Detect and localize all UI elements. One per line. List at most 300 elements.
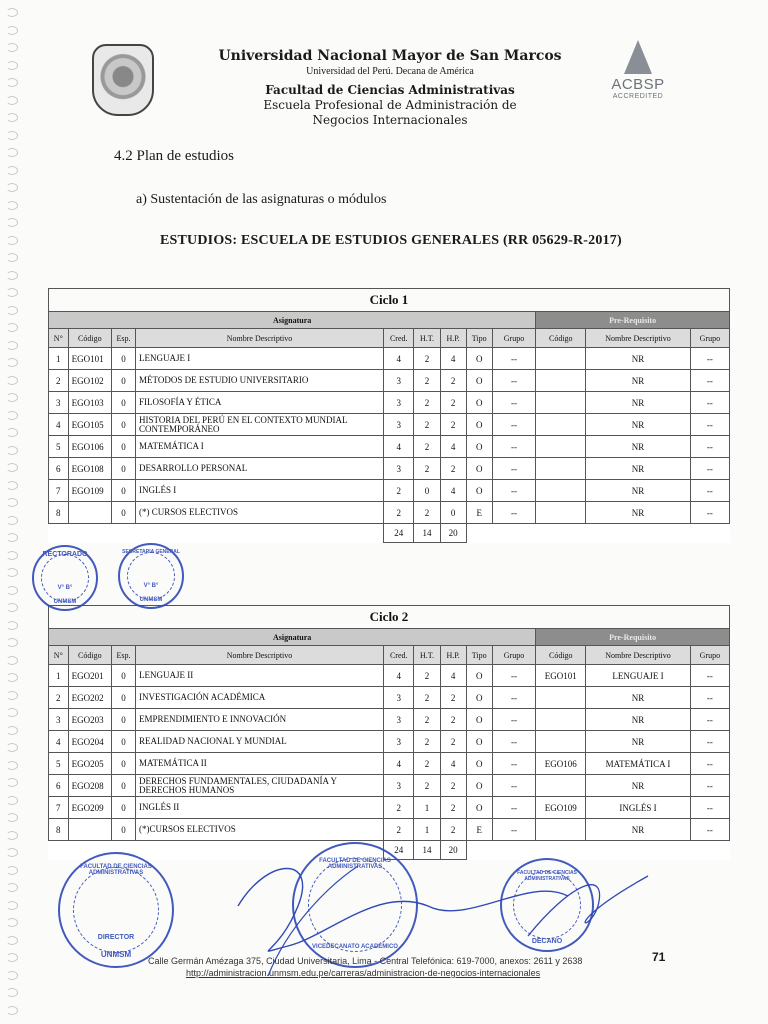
cell-grupo: -- — [492, 392, 536, 414]
cell-esp: 0 — [112, 480, 136, 502]
cell-tipo: O — [466, 436, 492, 458]
cell-ht: 2 — [414, 687, 440, 709]
table-row — [49, 480, 730, 502]
prerequisito-group-header: Pre-Requisito — [536, 629, 730, 646]
asignatura-group-header: Asignatura — [49, 629, 536, 646]
spiral-hole — [6, 463, 18, 472]
cell-pre-codigo: EGO101 — [536, 665, 586, 687]
facultad-stamp-text: FACULTAD DE CIENCIAS ADMINISTRATIVAS — [80, 864, 152, 876]
spiral-hole — [6, 848, 18, 857]
cell-tipo: O — [466, 370, 492, 392]
cell-pre-grupo: -- — [690, 458, 729, 480]
spiral-hole — [6, 516, 18, 525]
cell-cred: 2 — [384, 502, 414, 524]
cell-esp: 0 — [112, 731, 136, 753]
cell-nombre: (*)CURSOS ELECTIVOS — [136, 819, 384, 841]
table-row — [49, 348, 730, 370]
cell-tipo: O — [466, 392, 492, 414]
spiral-hole — [6, 778, 18, 787]
cell-tipo: O — [466, 458, 492, 480]
spiral-hole — [6, 603, 18, 612]
spiral-hole — [6, 901, 18, 910]
spiral-hole — [6, 236, 18, 245]
spiral-hole — [6, 691, 18, 700]
cell-ht: 2 — [414, 502, 440, 524]
cell-codigo: EGO101 — [68, 348, 112, 370]
cell-n: 4 — [49, 414, 69, 436]
ciclo-1-table — [48, 288, 730, 543]
spiral-hole — [6, 883, 18, 892]
cell-n: 2 — [49, 370, 69, 392]
cell-hp: 2 — [440, 709, 466, 731]
cell-pre-codigo — [536, 709, 586, 731]
cell-pre-grupo: -- — [690, 502, 729, 524]
cell-pre-nombre: NR — [586, 502, 690, 524]
faculty-name: Facultad de Ciencias Administrativas — [265, 83, 515, 97]
cell-pre-codigo — [536, 348, 586, 370]
column-header-cred: Cred. — [384, 646, 414, 665]
spiral-hole — [6, 131, 18, 140]
secretaria-stamp-text: SECRETARIA GENERAL — [122, 549, 180, 555]
cell-tipo: E — [466, 819, 492, 841]
cell-grupo: -- — [492, 370, 536, 392]
cell-ht: 2 — [414, 414, 440, 436]
cell-pre-grupo: -- — [690, 348, 729, 370]
cell-hp: 2 — [440, 392, 466, 414]
spiral-hole — [6, 323, 18, 332]
cell-cred: 2 — [384, 819, 414, 841]
spiral-hole — [6, 393, 18, 402]
cell-cred: 2 — [384, 480, 414, 502]
cell-pre-nombre: NR — [586, 480, 690, 502]
spiral-hole — [6, 43, 18, 52]
cell-nombre: (*) CURSOS ELECTIVOS — [136, 502, 384, 524]
spiral-hole — [6, 288, 18, 297]
total-cred: 24 — [384, 841, 414, 860]
ciclo-title: Ciclo 2 — [49, 606, 730, 629]
spiral-hole — [6, 26, 18, 35]
cell-cred: 4 — [384, 348, 414, 370]
cell-pre-nombre: NR — [586, 392, 690, 414]
cell-pre-codigo — [536, 436, 586, 458]
cell-esp: 0 — [112, 392, 136, 414]
cell-codigo: EGO109 — [68, 480, 112, 502]
cell-nombre: INVESTIGACIÓN ACADÉMICA — [136, 687, 384, 709]
cell-cred: 3 — [384, 414, 414, 436]
cell-tipo: O — [466, 797, 492, 819]
cell-n: 8 — [49, 819, 69, 841]
total-ht: 14 — [414, 841, 440, 860]
spiral-hole — [6, 148, 18, 157]
column-header-tipo: Tipo — [466, 646, 492, 665]
cell-grupo: -- — [492, 665, 536, 687]
cell-hp: 4 — [440, 348, 466, 370]
cell-pre-nombre: NR — [586, 731, 690, 753]
decano-stamp-facultad: FACULTAD DE CIENCIAS ADMINISTRATIVAS — [517, 870, 577, 882]
table-row — [49, 665, 730, 687]
cell-pre-codigo — [536, 458, 586, 480]
column-header-nombre: Nombre Descriptivo — [136, 329, 384, 348]
cell-ht: 2 — [414, 436, 440, 458]
column-header-pre-codigo: Código — [536, 646, 586, 665]
cell-tipo: O — [466, 414, 492, 436]
cell-pre-codigo — [536, 819, 586, 841]
asignatura-group-header: Asignatura — [49, 312, 536, 329]
column-header-n: N° — [49, 646, 69, 665]
school-name-line2: Negocios Internacionales — [312, 113, 468, 127]
cell-ht: 2 — [414, 665, 440, 687]
spiral-hole — [6, 638, 18, 647]
cell-nombre: INGLÉS II — [136, 797, 384, 819]
cell-esp: 0 — [112, 775, 136, 797]
cell-esp: 0 — [112, 753, 136, 775]
spiral-hole — [6, 743, 18, 752]
table-row — [49, 709, 730, 731]
spiral-hole — [6, 568, 18, 577]
cell-ht: 2 — [414, 709, 440, 731]
table-row — [49, 458, 730, 480]
column-header-hp: H.P. — [440, 329, 466, 348]
column-header-esp: Esp. — [112, 329, 136, 348]
cell-n: 7 — [49, 797, 69, 819]
cell-pre-codigo — [536, 392, 586, 414]
spiral-hole — [6, 708, 18, 717]
spiral-hole — [6, 78, 18, 87]
cell-nombre: HISTORIA DEL PERÚ EN EL CONTEXTO MUNDIAL CONTEMPORÁNEO — [136, 414, 384, 436]
table-row — [49, 687, 730, 709]
spiral-hole — [6, 796, 18, 805]
cell-hp: 4 — [440, 665, 466, 687]
spiral-hole — [6, 113, 18, 122]
cell-pre-codigo: EGO109 — [536, 797, 586, 819]
cell-pre-codigo — [536, 687, 586, 709]
cell-cred: 4 — [384, 436, 414, 458]
total-cred: 24 — [384, 524, 414, 543]
cell-esp: 0 — [112, 665, 136, 687]
facultad-stamp-director: DIRECTOR — [97, 934, 135, 941]
spiral-hole — [6, 428, 18, 437]
studies-title: ESTUDIOS: ESCUELA DE ESTUDIOS GENERALES (RR 05629-R-2017) — [160, 233, 622, 248]
cell-cred: 3 — [384, 370, 414, 392]
cell-n: 2 — [49, 687, 69, 709]
spiral-hole — [6, 183, 18, 192]
ciclo-2-table — [48, 605, 730, 860]
cell-tipo: O — [466, 687, 492, 709]
cell-cred: 4 — [384, 753, 414, 775]
university-name: Universidad Nacional Mayor de San Marcos — [218, 48, 562, 64]
cell-codigo: EGO102 — [68, 370, 112, 392]
spiral-hole — [6, 533, 18, 542]
cell-esp: 0 — [112, 348, 136, 370]
cell-cred: 3 — [384, 731, 414, 753]
university-crest-logo — [92, 44, 154, 116]
spiral-hole — [6, 201, 18, 210]
cell-tipo: O — [466, 731, 492, 753]
table-row — [49, 797, 730, 819]
cell-esp: 0 — [112, 797, 136, 819]
cell-pre-grupo: -- — [690, 797, 729, 819]
cell-codigo: EGO209 — [68, 797, 112, 819]
table-row — [49, 436, 730, 458]
subsection-title: a) Sustentación de las asignaturas o módulos — [136, 192, 387, 207]
cell-ht: 2 — [414, 392, 440, 414]
table-row — [49, 731, 730, 753]
cell-cred: 3 — [384, 392, 414, 414]
cell-hp: 2 — [440, 687, 466, 709]
secretaria-stamp-unmsm: UNMSM — [139, 597, 163, 603]
cell-grupo: -- — [492, 709, 536, 731]
cell-pre-nombre: LENGUAJE I — [586, 665, 690, 687]
cell-codigo: EGO205 — [68, 753, 112, 775]
spiral-hole — [6, 586, 18, 595]
cell-pre-codigo — [536, 370, 586, 392]
cell-ht: 2 — [414, 348, 440, 370]
cell-pre-nombre: NR — [586, 458, 690, 480]
cell-nombre: DESARROLLO PERSONAL — [136, 458, 384, 480]
spiral-hole — [6, 813, 18, 822]
spiral-hole — [6, 831, 18, 840]
cell-grupo: -- — [492, 458, 536, 480]
rectorado-stamp-vb: V° B° — [57, 585, 73, 591]
footer-url-link[interactable]: http://administracion.unmsm.edu.pe/carreras/administracion-de-negocios-internacionales — [186, 968, 541, 978]
cell-grupo: -- — [492, 348, 536, 370]
column-header-grupo: Grupo — [492, 646, 536, 665]
column-header-codigo: Código — [68, 646, 112, 665]
school-name-line1: Escuela Profesional de Administración de — [263, 98, 517, 112]
acbsp-triangle-icon — [624, 40, 652, 74]
spiral-hole — [6, 218, 18, 227]
cell-pre-grupo: -- — [690, 414, 729, 436]
cell-n: 1 — [49, 665, 69, 687]
cell-nombre: LENGUAJE I — [136, 348, 384, 370]
cell-tipo: O — [466, 775, 492, 797]
cell-grupo: -- — [492, 480, 536, 502]
spiral-hole — [6, 621, 18, 630]
spiral-hole — [6, 918, 18, 927]
table-row — [49, 392, 730, 414]
cell-pre-grupo: -- — [690, 731, 729, 753]
cell-hp: 2 — [440, 414, 466, 436]
column-header-ht: H.T. — [414, 329, 440, 348]
cell-hp: 4 — [440, 480, 466, 502]
cell-grupo: -- — [492, 687, 536, 709]
cell-ht: 2 — [414, 753, 440, 775]
column-header-pre-grupo: Grupo — [690, 646, 729, 665]
cell-nombre: MATEMÁTICA II — [136, 753, 384, 775]
cell-pre-nombre: NR — [586, 709, 690, 731]
cell-pre-codigo — [536, 480, 586, 502]
spiral-hole — [6, 358, 18, 367]
cell-esp: 0 — [112, 436, 136, 458]
acbsp-accredited: ACCREDITED — [612, 93, 664, 100]
cell-grupo: -- — [492, 731, 536, 753]
spiral-hole — [6, 411, 18, 420]
cell-grupo: -- — [492, 502, 536, 524]
cell-grupo: -- — [492, 819, 536, 841]
cell-pre-nombre: NR — [586, 687, 690, 709]
cell-codigo: EGO105 — [68, 414, 112, 436]
cell-pre-grupo: -- — [690, 370, 729, 392]
ciclo-title: Ciclo 1 — [49, 289, 730, 312]
column-header-pre-nombre: Nombre Descriptivo — [586, 329, 690, 348]
cell-pre-nombre: NR — [586, 775, 690, 797]
spiral-hole — [6, 498, 18, 507]
spiral-hole — [6, 971, 18, 980]
cell-tipo: O — [466, 665, 492, 687]
spiral-hole — [6, 656, 18, 665]
spiral-hole — [6, 253, 18, 262]
cell-hp: 2 — [440, 797, 466, 819]
decano-stamp-text: DECANO — [531, 938, 563, 945]
column-header-tipo: Tipo — [466, 329, 492, 348]
column-header-esp: Esp. — [112, 646, 136, 665]
table-row — [49, 414, 730, 436]
column-header-n: N° — [49, 329, 69, 348]
column-header-nombre: Nombre Descriptivo — [136, 646, 384, 665]
cell-pre-grupo: -- — [690, 665, 729, 687]
cell-n: 6 — [49, 458, 69, 480]
cell-hp: 4 — [440, 436, 466, 458]
cell-ht: 1 — [414, 819, 440, 841]
cell-tipo: O — [466, 753, 492, 775]
cell-esp: 0 — [112, 458, 136, 480]
cell-n: 4 — [49, 731, 69, 753]
cell-n: 5 — [49, 436, 69, 458]
cell-codigo — [68, 502, 112, 524]
cell-pre-nombre: NR — [586, 348, 690, 370]
table-row — [49, 753, 730, 775]
cell-grupo: -- — [492, 436, 536, 458]
cell-nombre: DERECHOS FUNDAMENTALES, CIUDADANÍA Y DERECHOS HUMANOS — [136, 775, 384, 797]
cell-n: 3 — [49, 709, 69, 731]
cell-pre-codigo — [536, 502, 586, 524]
column-header-hp: H.P. — [440, 646, 466, 665]
column-header-pre-grupo: Grupo — [690, 329, 729, 348]
totals-spacer-right — [466, 524, 729, 543]
footer-address: Calle Germán Amézaga 375, Ciudad Universitaria, Lima - Central Telefónica: 619-7000, anexos: 2611 y 2638 — [148, 956, 583, 966]
spiral-hole — [6, 866, 18, 875]
table-row — [49, 775, 730, 797]
facultad-stamp — [58, 852, 174, 968]
cell-cred: 3 — [384, 709, 414, 731]
cell-n: 3 — [49, 392, 69, 414]
cell-tipo: O — [466, 348, 492, 370]
cell-n: 7 — [49, 480, 69, 502]
spiral-hole — [6, 341, 18, 350]
cell-nombre: INGLÉS I — [136, 480, 384, 502]
cell-cred: 4 — [384, 665, 414, 687]
cell-codigo: EGO103 — [68, 392, 112, 414]
cell-ht: 2 — [414, 370, 440, 392]
cell-grupo: -- — [492, 414, 536, 436]
facultad-stamp-unmsm: UNMSM — [100, 950, 132, 959]
spiral-hole — [6, 96, 18, 105]
cell-pre-grupo: -- — [690, 392, 729, 414]
cell-hp: 2 — [440, 370, 466, 392]
cell-nombre: REALIDAD NACIONAL Y MUNDIAL — [136, 731, 384, 753]
cell-grupo: -- — [492, 775, 536, 797]
column-header-cred: Cred. — [384, 329, 414, 348]
cell-esp: 0 — [112, 709, 136, 731]
cell-pre-nombre: INGLÉS I — [586, 797, 690, 819]
column-header-ht: H.T. — [414, 646, 440, 665]
cell-n: 8 — [49, 502, 69, 524]
table-row — [49, 819, 730, 841]
cell-n: 6 — [49, 775, 69, 797]
section-title: 4.2 Plan de estudios — [114, 148, 234, 164]
cell-hp: 2 — [440, 731, 466, 753]
column-header-pre-codigo: Código — [536, 329, 586, 348]
spiral-hole — [6, 988, 18, 997]
cell-ht: 2 — [414, 458, 440, 480]
spiral-hole — [6, 61, 18, 70]
spiral-hole — [6, 446, 18, 455]
cell-pre-codigo — [536, 414, 586, 436]
cell-pre-grupo: -- — [690, 775, 729, 797]
cell-cred: 3 — [384, 687, 414, 709]
cell-nombre: LENGUAJE II — [136, 665, 384, 687]
cell-codigo: EGO108 — [68, 458, 112, 480]
cell-ht: 2 — [414, 775, 440, 797]
totals-spacer — [49, 524, 384, 543]
cell-cred: 3 — [384, 775, 414, 797]
cell-pre-nombre: NR — [586, 414, 690, 436]
cell-pre-codigo: EGO106 — [536, 753, 586, 775]
cell-cred: 2 — [384, 797, 414, 819]
cell-codigo: EGO208 — [68, 775, 112, 797]
cell-ht: 1 — [414, 797, 440, 819]
cell-codigo: EGO106 — [68, 436, 112, 458]
secretaria-stamp-vb: V° B° — [143, 583, 159, 589]
column-header-codigo: Código — [68, 329, 112, 348]
cell-esp: 0 — [112, 414, 136, 436]
table-row — [49, 370, 730, 392]
cell-cred: 3 — [384, 458, 414, 480]
cell-codigo: EGO201 — [68, 665, 112, 687]
prerequisito-group-header: Pre-Requisito — [536, 312, 730, 329]
cell-pre-grupo: -- — [690, 687, 729, 709]
cell-codigo: EGO202 — [68, 687, 112, 709]
table-row — [49, 502, 730, 524]
cell-codigo: EGO203 — [68, 709, 112, 731]
secretaria-general-stamp — [118, 543, 184, 609]
spiral-hole — [6, 306, 18, 315]
cell-pre-grupo: -- — [690, 819, 729, 841]
page-number: 71 — [652, 950, 666, 964]
total-hp: 20 — [440, 524, 466, 543]
spiral-hole — [6, 551, 18, 560]
cell-pre-codigo — [536, 775, 586, 797]
cell-pre-codigo — [536, 731, 586, 753]
cell-pre-nombre: NR — [586, 819, 690, 841]
spiral-hole — [6, 166, 18, 175]
cell-pre-nombre: MATEMÁTICA I — [586, 753, 690, 775]
rectorado-stamp-unmsm: UNMSM — [53, 599, 77, 605]
cell-tipo: O — [466, 480, 492, 502]
cell-hp: 2 — [440, 819, 466, 841]
cell-n: 1 — [49, 348, 69, 370]
cell-hp: 4 — [440, 753, 466, 775]
cell-nombre: FILOSOFÍA Y ÉTICA — [136, 392, 384, 414]
acbsp-name: ACBSP — [611, 76, 665, 93]
spiral-hole — [6, 726, 18, 735]
spiral-hole — [6, 936, 18, 945]
column-header-pre-nombre: Nombre Descriptivo — [586, 646, 690, 665]
spiral-hole — [6, 953, 18, 962]
cell-esp: 0 — [112, 370, 136, 392]
cell-esp: 0 — [112, 819, 136, 841]
cell-ht: 0 — [414, 480, 440, 502]
